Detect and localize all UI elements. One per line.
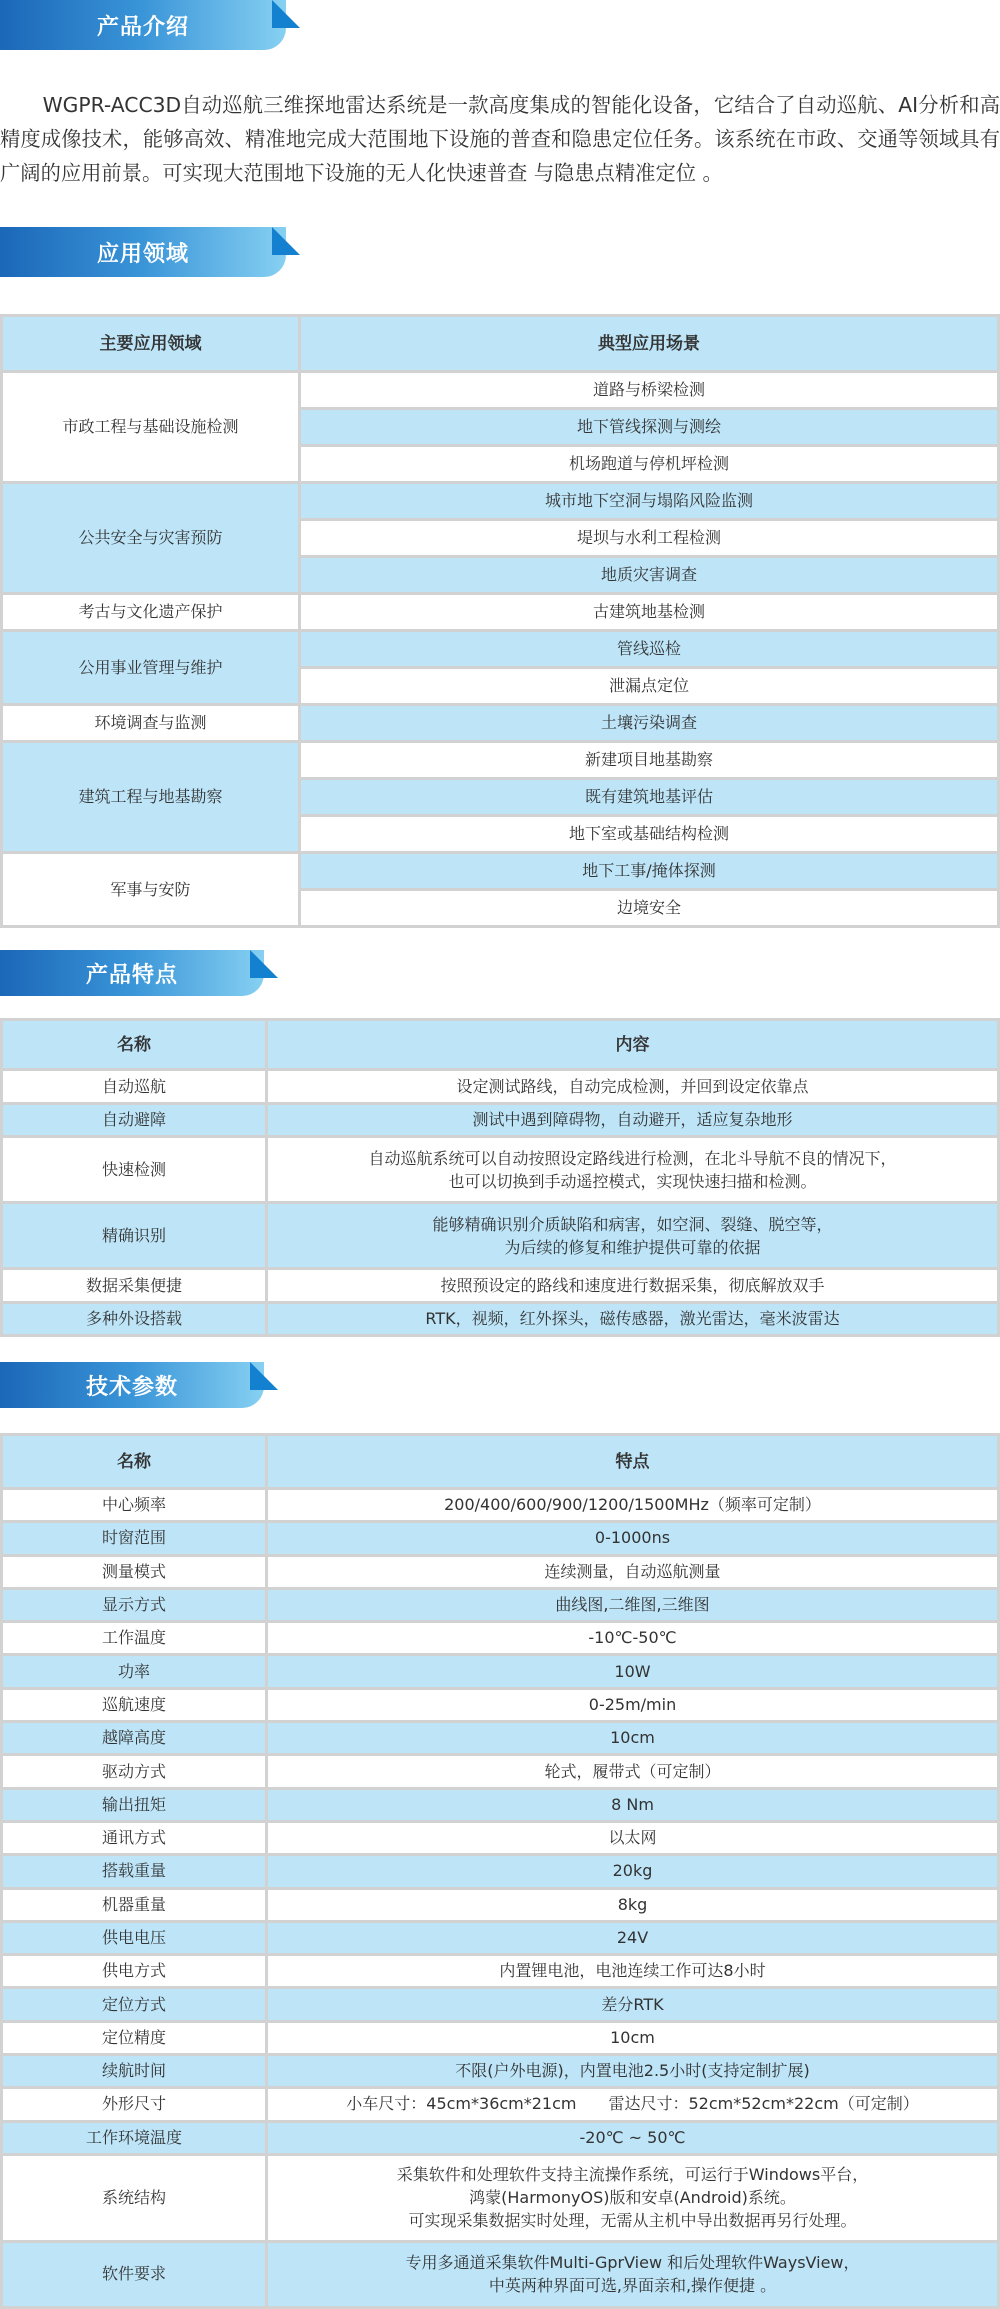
table-row: [2, 1655, 999, 1688]
column-header: 内容: [267, 1020, 999, 1070]
row-value-cell: [267, 1788, 999, 1821]
table-row: [2, 1888, 999, 1921]
value-line: 0-25m/min: [588, 1694, 677, 1714]
section-header-applications: [0, 227, 300, 277]
value-line: 10W: [614, 1661, 651, 1681]
row-value-cell: [267, 1988, 999, 2021]
value-line: -10℃-50℃: [588, 1628, 677, 1648]
row-value-cell: [267, 1070, 999, 1104]
row-name-cell: 续航时间: [2, 2055, 267, 2088]
value-line: 轮式，履带式（可定制）: [544, 1761, 721, 1781]
section-title: 产品特点: [85, 962, 178, 988]
table-row: [2, 1104, 999, 1137]
row-value-cell: [267, 1855, 999, 1888]
application-domain-cell: 建筑工程与地基勘察: [2, 742, 300, 853]
table-row: [2, 742, 999, 779]
table-row: [2, 2088, 999, 2121]
row-value-cell: [267, 1955, 999, 1988]
application-domain-cell: 考古与文化遗产保护: [2, 594, 300, 631]
table-row: [2, 1203, 999, 1269]
table-row: [2, 483, 999, 520]
row-value-cell: [267, 1688, 999, 1721]
table-row: [2, 1755, 999, 1788]
row-value-cell: [267, 1655, 999, 1688]
row-value-cell: [267, 1821, 999, 1854]
intro-paragraph: WGPR-ACC3D自动巡航三维探地雷达系统是一款高度集成的智能化设备，它结合了自动巡航、AI分析和高精度成像技术，能够高效、精准地完成大范围地下设施的普查和隐患定位任务。该系统在市政、交通等领域具有广阔的应用前景。可实现大范围地下设施的无人化快速普查 与隐患点精准定位 。: [0, 93, 1000, 185]
row-value-cell: [267, 2241, 999, 2307]
row-name-cell: 数据采集便捷: [2, 1269, 267, 1303]
column-header: 特点: [267, 1435, 999, 1489]
section-title: 技术参数: [85, 1374, 178, 1400]
application-scene-cell: 地下工事/掩体探测: [300, 853, 999, 890]
row-name-cell: 供电电压: [2, 1921, 267, 1954]
table-row: [2, 1303, 999, 1336]
row-name-cell: 搭载重量: [2, 1855, 267, 1888]
row-value-cell: [267, 1203, 999, 1269]
row-name-cell: 多种外设搭载: [2, 1303, 267, 1336]
row-name-cell: 越障高度: [2, 1722, 267, 1755]
table-row: [2, 594, 999, 631]
application-domain-cell: 市政工程与基础设施检测: [2, 372, 300, 483]
row-name-cell: 软件要求: [2, 2241, 267, 2307]
applications-table: [0, 314, 1000, 928]
table-row: [2, 2121, 999, 2154]
section-title: 产品介绍: [96, 14, 189, 40]
row-value-cell: [267, 1722, 999, 1755]
value-line: 为后续的修复和维护提供可靠的依据: [504, 1237, 761, 1257]
table-row: [2, 1555, 999, 1588]
table-row: [2, 1688, 999, 1721]
column-header: 典型应用场景: [300, 316, 999, 372]
value-line: 20kg: [612, 1861, 653, 1881]
table-row: [2, 1955, 999, 1988]
section-header-features: [0, 950, 278, 996]
application-scene-cell: 地下管线探测与测绘: [300, 409, 999, 446]
row-value-cell: [267, 1888, 999, 1921]
row-name-cell: 中心频率: [2, 1489, 267, 1522]
row-value-cell: [267, 2121, 999, 2154]
table-row: [2, 705, 999, 742]
row-name-cell: 系统结构: [2, 2154, 267, 2241]
application-scene-cell: 土壤污染调查: [300, 705, 999, 742]
application-scene-cell: 管线巡检: [300, 631, 999, 668]
value-line: 设定测试路线，自动完成检测，并回到设定依靠点: [456, 1076, 809, 1096]
row-value-cell: [267, 1269, 999, 1303]
application-domain-cell: 公共安全与灾害预防: [2, 483, 300, 594]
application-scene-cell: 道路与桥梁检测: [300, 372, 999, 409]
application-scene-cell: 古建筑地基检测: [300, 594, 999, 631]
value-line: 中英两种界面可选,界面亲和,操作便捷 。: [488, 2276, 777, 2296]
table-header-row: [2, 1020, 999, 1070]
row-value-cell: [267, 2088, 999, 2121]
application-scene-cell: 新建项目地基勘察: [300, 742, 999, 779]
row-value-cell: [267, 1489, 999, 1522]
row-name-cell: 时窗范围: [2, 1522, 267, 1555]
row-value-cell: [267, 1555, 999, 1588]
table-header-row: [2, 1435, 999, 1489]
value-line: 采集软件和处理软件支持主流操作系统，可运行于Windows平台，: [396, 2165, 869, 2185]
value-line: 8 Nm: [611, 1794, 654, 1814]
value-line: 差分RTK: [601, 1994, 664, 2014]
row-value-cell: [267, 2021, 999, 2054]
application-scene-cell: 堤坝与水利工程检测: [300, 520, 999, 557]
row-name-cell: 供电方式: [2, 1955, 267, 1988]
row-value-cell: [267, 1622, 999, 1655]
table-row: [2, 1821, 999, 1854]
column-header: 名称: [2, 1020, 267, 1070]
table-row: [2, 2021, 999, 2054]
table-header-row: [2, 316, 999, 372]
row-name-cell: 外形尺寸: [2, 2088, 267, 2121]
application-scene-cell: 既有建筑地基评估: [300, 779, 999, 816]
row-name-cell: 通讯方式: [2, 1821, 267, 1854]
value-line: 测试中遇到障碍物，自动避开，适应复杂地形: [472, 1110, 793, 1129]
row-name-cell: 精确识别: [2, 1203, 267, 1269]
table-row: [2, 853, 999, 890]
specs-table: [0, 1433, 1000, 2309]
application-domain-cell: 环境调查与监测: [2, 705, 300, 742]
application-scene-cell: 边境安全: [300, 890, 999, 927]
value-line: 也可以切换到手动遥控模式，实现快速扫描和检测。: [448, 1171, 817, 1191]
value-line: RTK，视频，红外探头，磁传感器，激光雷达，毫米波雷达: [425, 1309, 840, 1328]
table-row: [2, 1722, 999, 1755]
value-line: 不限(户外电源)，内置电池2.5小时(支持定制扩展): [455, 2061, 810, 2081]
value-line: 10cm: [610, 2027, 655, 2047]
row-value-cell: [267, 1522, 999, 1555]
value-line: 0-1000ns: [594, 1528, 671, 1548]
value-line: 以太网: [608, 1828, 657, 1848]
row-value-cell: [267, 1755, 999, 1788]
row-value-cell: [267, 1104, 999, 1137]
table-row: [2, 1070, 999, 1104]
value-line: 曲线图,二维图,三维图: [555, 1595, 710, 1615]
row-name-cell: 定位方式: [2, 1988, 267, 2021]
table-row: [2, 1588, 999, 1621]
table-row: [2, 1788, 999, 1821]
row-name-cell: 机器重量: [2, 1888, 267, 1921]
value-line: 200/400/600/900/1200/1500MHz（频率可定制）: [444, 1495, 821, 1515]
value-line: 小车尺寸：45cm*36cm*21cm 雷达尺寸：52cm*52cm*22cm（可定制）: [346, 2094, 919, 2114]
column-header: 主要应用领域: [2, 316, 300, 372]
row-name-cell: 驱动方式: [2, 1755, 267, 1788]
application-scene-cell: 地下室或基础结构检测: [300, 816, 999, 853]
application-scene-cell: 地质灾害调查: [300, 557, 999, 594]
row-name-cell: 显示方式: [2, 1588, 267, 1621]
section-header-specs: [0, 1362, 278, 1408]
application-scene-cell: 泄漏点定位: [300, 668, 999, 705]
value-line: 按照预设定的路线和速度进行数据采集，彻底解放双手: [440, 1275, 825, 1295]
features-table: [0, 1018, 1000, 1337]
application-domain-cell: 公用事业管理与维护: [2, 631, 300, 705]
row-name-cell: 巡航速度: [2, 1688, 267, 1721]
table-row: [2, 372, 999, 409]
table-row: [2, 2241, 999, 2307]
table-row: [2, 2055, 999, 2088]
value-line: 10cm: [610, 1728, 655, 1748]
table-row: [2, 1137, 999, 1203]
row-value-cell: [267, 1588, 999, 1621]
table-row: [2, 1522, 999, 1555]
application-scene-cell: 城市地下空洞与塌陷风险监测: [300, 483, 999, 520]
row-name-cell: 定位精度: [2, 2021, 267, 2054]
row-value-cell: [267, 1921, 999, 1954]
application-scene-cell: 机场跑道与停机坪检测: [300, 446, 999, 483]
value-line: 24V: [616, 1928, 649, 1947]
table-row: [2, 631, 999, 668]
table-row: [2, 1855, 999, 1888]
value-line: 可实现采集数据实时处理，无需从主机中导出数据再另行处理。: [408, 2211, 857, 2231]
row-name-cell: 输出扭矩: [2, 1788, 267, 1821]
value-line: 自动巡航系统可以自动按照设定路线进行检测，在北斗导航不良的情况下，: [368, 1148, 897, 1168]
table-row: [2, 1921, 999, 1954]
row-value-cell: [267, 1303, 999, 1336]
value-line: 能够精确识别介质缺陷和病害，如空洞、裂缝、脱空等，: [432, 1214, 833, 1234]
value-line: 连续测量，自动巡航测量: [544, 1561, 721, 1581]
value-line: 8kg: [617, 1894, 648, 1914]
table-row: [2, 1988, 999, 2021]
row-name-cell: 工作温度: [2, 1622, 267, 1655]
row-name-cell: 快速检测: [2, 1137, 267, 1203]
value-line: 内置锂电池，电池连续工作可达8小时: [499, 1961, 766, 1981]
section-title: 应用领域: [96, 241, 189, 267]
value-line: -20℃ ~ 50℃: [579, 2127, 686, 2147]
value-line: 鸿蒙(HarmonyOS)版和安卓(Android)系统。: [469, 2188, 796, 2208]
row-value-cell: [267, 1137, 999, 1203]
column-header: 名称: [2, 1435, 267, 1489]
row-name-cell: 测量模式: [2, 1555, 267, 1588]
row-name-cell: 工作环境温度: [2, 2121, 267, 2154]
row-value-cell: [267, 2154, 999, 2241]
row-name-cell: 功率: [2, 1655, 267, 1688]
row-name-cell: 自动避障: [2, 1104, 267, 1137]
table-row: [2, 1269, 999, 1303]
row-value-cell: [267, 2055, 999, 2088]
section-header-intro: [0, 0, 300, 50]
table-row: [2, 1622, 999, 1655]
table-row: [2, 1489, 999, 1522]
value-line: 专用多通道采集软件Multi-GprView 和后处理软件WaysView，: [405, 2253, 860, 2273]
row-name-cell: 自动巡航: [2, 1070, 267, 1104]
table-row: [2, 2154, 999, 2241]
application-domain-cell: 军事与安防: [2, 853, 300, 927]
